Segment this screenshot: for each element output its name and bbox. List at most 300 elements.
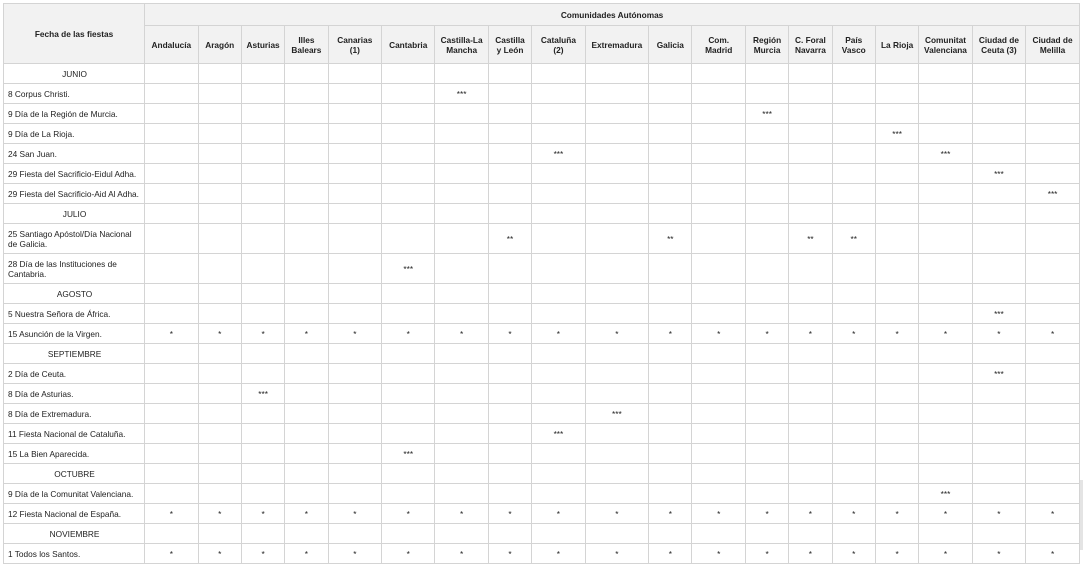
empty-cell xyxy=(745,344,788,364)
empty-cell xyxy=(435,344,488,364)
holiday-mark-cell: * xyxy=(1026,544,1080,564)
empty-cell xyxy=(692,364,745,384)
holiday-mark-cell: * xyxy=(585,544,649,564)
empty-cell xyxy=(198,484,241,504)
empty-cell xyxy=(145,384,198,404)
empty-cell xyxy=(972,204,1025,224)
empty-cell xyxy=(789,444,832,464)
holiday-mark-cell: * xyxy=(435,544,488,564)
empty-cell xyxy=(328,304,381,324)
empty-cell xyxy=(649,84,692,104)
empty-cell xyxy=(198,144,241,164)
empty-cell xyxy=(532,344,585,364)
holiday-date-cell: 15 Asunción de la Virgen. xyxy=(4,324,145,344)
empty-cell xyxy=(875,104,918,124)
empty-cell xyxy=(649,104,692,124)
column-header: Ciudad de Melilla xyxy=(1026,26,1080,64)
empty-cell xyxy=(198,254,241,284)
empty-cell xyxy=(649,344,692,364)
empty-cell xyxy=(285,284,328,304)
holiday-mark-cell: * xyxy=(241,324,284,344)
empty-cell xyxy=(585,384,649,404)
empty-cell xyxy=(649,464,692,484)
holiday-date-cell: 11 Fiesta Nacional de Cataluña. xyxy=(4,424,145,444)
empty-cell xyxy=(585,364,649,384)
empty-cell xyxy=(692,144,745,164)
empty-cell xyxy=(198,444,241,464)
empty-cell xyxy=(875,344,918,364)
empty-cell xyxy=(145,144,198,164)
empty-cell xyxy=(198,304,241,324)
empty-cell xyxy=(488,124,531,144)
empty-cell xyxy=(919,184,972,204)
empty-cell xyxy=(649,184,692,204)
empty-cell xyxy=(919,404,972,424)
empty-cell xyxy=(285,344,328,364)
empty-cell xyxy=(649,254,692,284)
empty-cell xyxy=(919,224,972,254)
empty-cell xyxy=(692,254,745,284)
empty-cell xyxy=(285,204,328,224)
empty-cell xyxy=(382,124,435,144)
empty-cell xyxy=(832,204,875,224)
empty-cell xyxy=(1026,254,1080,284)
empty-cell xyxy=(328,424,381,444)
empty-cell xyxy=(745,464,788,484)
holiday-mark-cell: *** xyxy=(382,254,435,284)
column-header: Región Murcia xyxy=(745,26,788,64)
empty-cell xyxy=(745,384,788,404)
empty-cell xyxy=(285,254,328,284)
empty-cell xyxy=(585,254,649,284)
empty-cell xyxy=(488,304,531,324)
empty-cell xyxy=(532,464,585,484)
empty-cell xyxy=(649,204,692,224)
empty-cell xyxy=(745,64,788,84)
empty-cell xyxy=(832,484,875,504)
holiday-mark-cell: * xyxy=(382,544,435,564)
empty-cell xyxy=(745,404,788,424)
empty-cell xyxy=(745,84,788,104)
empty-cell xyxy=(875,204,918,224)
empty-cell xyxy=(919,104,972,124)
empty-cell xyxy=(285,224,328,254)
empty-cell xyxy=(649,364,692,384)
empty-cell xyxy=(875,384,918,404)
holiday-mark-cell: * xyxy=(972,544,1025,564)
holiday-mark-cell: * xyxy=(745,504,788,524)
empty-cell xyxy=(328,364,381,384)
empty-cell xyxy=(875,304,918,324)
empty-cell xyxy=(382,184,435,204)
empty-cell xyxy=(875,364,918,384)
holiday-row xyxy=(4,124,1080,144)
holiday-mark-cell: *** xyxy=(919,144,972,164)
empty-cell xyxy=(198,124,241,144)
empty-cell xyxy=(382,204,435,224)
empty-cell xyxy=(789,124,832,144)
holiday-mark-cell: ** xyxy=(488,224,531,254)
empty-cell xyxy=(532,404,585,424)
empty-cell xyxy=(198,84,241,104)
holiday-mark-cell: *** xyxy=(532,144,585,164)
empty-cell xyxy=(919,384,972,404)
empty-cell xyxy=(198,284,241,304)
empty-cell xyxy=(875,444,918,464)
holiday-mark-cell: * xyxy=(875,544,918,564)
empty-cell xyxy=(488,84,531,104)
holiday-mark-cell: * xyxy=(198,544,241,564)
empty-cell xyxy=(832,384,875,404)
empty-cell xyxy=(692,104,745,124)
empty-cell xyxy=(382,524,435,544)
empty-cell xyxy=(692,284,745,304)
holiday-mark-cell: * xyxy=(488,324,531,344)
empty-cell xyxy=(488,404,531,424)
empty-cell xyxy=(789,404,832,424)
holiday-mark-cell: * xyxy=(649,544,692,564)
holiday-mark-cell: *** xyxy=(875,124,918,144)
holiday-mark-cell: * xyxy=(972,504,1025,524)
empty-cell xyxy=(145,404,198,424)
holiday-date-cell: 28 Día de las Instituciones de Cantabria. xyxy=(4,254,145,284)
empty-cell xyxy=(832,464,875,484)
empty-cell xyxy=(435,184,488,204)
empty-cell xyxy=(285,124,328,144)
holiday-mark-cell: * xyxy=(832,544,875,564)
empty-cell xyxy=(832,104,875,124)
empty-cell xyxy=(488,254,531,284)
holiday-row xyxy=(4,504,1080,524)
column-header: Comunitat Valenciana xyxy=(919,26,972,64)
holiday-row xyxy=(4,444,1080,464)
empty-cell xyxy=(241,404,284,424)
holiday-mark-cell: * xyxy=(328,504,381,524)
empty-cell xyxy=(1026,144,1080,164)
empty-cell xyxy=(692,464,745,484)
holiday-mark-cell: * xyxy=(649,504,692,524)
empty-cell xyxy=(649,144,692,164)
empty-cell xyxy=(1026,384,1080,404)
empty-cell xyxy=(692,64,745,84)
empty-cell xyxy=(382,64,435,84)
empty-cell xyxy=(241,444,284,464)
column-header: Castilla-La Mancha xyxy=(435,26,488,64)
holiday-mark-cell: * xyxy=(875,504,918,524)
empty-cell xyxy=(488,64,531,84)
column-header: Illes Balears xyxy=(285,26,328,64)
empty-cell xyxy=(145,184,198,204)
empty-cell xyxy=(972,284,1025,304)
holiday-mark-cell: * xyxy=(972,324,1025,344)
empty-cell xyxy=(692,384,745,404)
holiday-mark-cell: *** xyxy=(532,424,585,444)
empty-cell xyxy=(285,424,328,444)
holiday-mark-cell: * xyxy=(532,544,585,564)
holiday-row xyxy=(4,544,1080,564)
empty-cell xyxy=(692,524,745,544)
empty-cell xyxy=(585,304,649,324)
empty-cell xyxy=(832,64,875,84)
holiday-mark-cell: * xyxy=(285,504,328,524)
header-row-columns xyxy=(4,26,1080,64)
empty-cell xyxy=(241,164,284,184)
holiday-mark-cell: * xyxy=(1026,504,1080,524)
empty-cell xyxy=(789,84,832,104)
holiday-mark-cell: * xyxy=(832,324,875,344)
empty-cell xyxy=(435,424,488,444)
empty-cell xyxy=(649,304,692,324)
empty-cell xyxy=(1026,404,1080,424)
empty-cell xyxy=(532,384,585,404)
column-header: La Rioja xyxy=(875,26,918,64)
empty-cell xyxy=(328,524,381,544)
empty-cell xyxy=(145,224,198,254)
empty-cell xyxy=(649,444,692,464)
empty-cell xyxy=(875,254,918,284)
empty-cell xyxy=(919,164,972,184)
empty-cell xyxy=(328,444,381,464)
empty-cell xyxy=(585,424,649,444)
empty-cell xyxy=(745,254,788,284)
empty-cell xyxy=(919,304,972,324)
empty-cell xyxy=(145,364,198,384)
empty-cell xyxy=(382,424,435,444)
date-column-header: Fecha de las fiestas xyxy=(4,4,145,64)
empty-cell xyxy=(789,484,832,504)
month-row xyxy=(4,464,1080,484)
holiday-calendar-table xyxy=(3,3,1080,564)
empty-cell xyxy=(382,384,435,404)
holiday-mark-cell: * xyxy=(745,324,788,344)
empty-cell xyxy=(1026,284,1080,304)
empty-cell xyxy=(435,404,488,424)
empty-cell xyxy=(789,304,832,324)
month-row xyxy=(4,64,1080,84)
empty-cell xyxy=(382,284,435,304)
holiday-row xyxy=(4,424,1080,444)
empty-cell xyxy=(145,84,198,104)
empty-cell xyxy=(145,444,198,464)
empty-cell xyxy=(919,424,972,444)
column-header: Extremadura xyxy=(585,26,649,64)
empty-cell xyxy=(649,164,692,184)
empty-cell xyxy=(789,104,832,124)
empty-cell xyxy=(745,424,788,444)
empty-cell xyxy=(145,284,198,304)
empty-cell xyxy=(649,484,692,504)
empty-cell xyxy=(241,484,284,504)
empty-cell xyxy=(919,464,972,484)
empty-cell xyxy=(692,164,745,184)
empty-cell xyxy=(241,524,284,544)
empty-cell xyxy=(692,484,745,504)
empty-cell xyxy=(972,254,1025,284)
holiday-mark-cell: * xyxy=(649,324,692,344)
empty-cell xyxy=(435,384,488,404)
holiday-mark-cell: ** xyxy=(649,224,692,254)
empty-cell xyxy=(972,464,1025,484)
empty-cell xyxy=(382,104,435,124)
empty-cell xyxy=(789,344,832,364)
holiday-date-cell: 15 La Bien Aparecida. xyxy=(4,444,145,464)
empty-cell xyxy=(488,384,531,404)
empty-cell xyxy=(875,404,918,424)
empty-cell xyxy=(875,84,918,104)
empty-cell xyxy=(435,144,488,164)
empty-cell xyxy=(585,284,649,304)
empty-cell xyxy=(328,384,381,404)
empty-cell xyxy=(532,104,585,124)
holiday-row xyxy=(4,84,1080,104)
holiday-mark-cell: *** xyxy=(585,404,649,424)
empty-cell xyxy=(875,464,918,484)
empty-cell xyxy=(972,64,1025,84)
empty-cell xyxy=(745,164,788,184)
empty-cell xyxy=(328,144,381,164)
empty-cell xyxy=(919,64,972,84)
empty-cell xyxy=(875,484,918,504)
empty-cell xyxy=(875,224,918,254)
holiday-date-cell: 1 Todos los Santos. xyxy=(4,544,145,564)
empty-cell xyxy=(328,124,381,144)
empty-cell xyxy=(745,284,788,304)
holiday-mark-cell: * xyxy=(145,324,198,344)
holiday-mark-cell: * xyxy=(145,544,198,564)
empty-cell xyxy=(789,364,832,384)
empty-cell xyxy=(832,184,875,204)
holiday-mark-cell: * xyxy=(789,504,832,524)
empty-cell xyxy=(532,284,585,304)
holiday-mark-cell: * xyxy=(585,504,649,524)
empty-cell xyxy=(692,124,745,144)
empty-cell xyxy=(832,84,875,104)
empty-cell xyxy=(972,444,1025,464)
holiday-mark-cell: * xyxy=(285,544,328,564)
empty-cell xyxy=(488,164,531,184)
empty-cell xyxy=(585,204,649,224)
empty-cell xyxy=(145,164,198,184)
empty-cell xyxy=(328,254,381,284)
empty-cell xyxy=(789,384,832,404)
column-header: Canarias (1) xyxy=(328,26,381,64)
empty-cell xyxy=(328,104,381,124)
empty-cell xyxy=(1026,364,1080,384)
empty-cell xyxy=(328,164,381,184)
empty-cell xyxy=(435,64,488,84)
empty-cell xyxy=(1026,104,1080,124)
holiday-mark-cell: * xyxy=(585,324,649,344)
empty-cell xyxy=(875,164,918,184)
empty-cell xyxy=(285,304,328,324)
holiday-table-container xyxy=(3,3,1080,564)
empty-cell xyxy=(972,224,1025,254)
empty-cell xyxy=(875,144,918,164)
empty-cell xyxy=(328,224,381,254)
empty-cell xyxy=(789,144,832,164)
column-header: Asturias xyxy=(241,26,284,64)
empty-cell xyxy=(1026,64,1080,84)
holiday-mark-cell: *** xyxy=(972,304,1025,324)
month-label-cell xyxy=(4,64,145,84)
empty-cell xyxy=(649,284,692,304)
empty-cell xyxy=(532,164,585,184)
empty-cell xyxy=(285,164,328,184)
month-label-cell xyxy=(4,204,145,224)
empty-cell xyxy=(435,204,488,224)
empty-cell xyxy=(285,524,328,544)
month-label: NOVIEMBRE xyxy=(49,528,100,539)
empty-cell xyxy=(328,204,381,224)
empty-cell xyxy=(198,104,241,124)
empty-cell xyxy=(532,204,585,224)
empty-cell xyxy=(1026,464,1080,484)
empty-cell xyxy=(198,524,241,544)
holiday-mark-cell: * xyxy=(198,504,241,524)
holiday-row xyxy=(4,184,1080,204)
empty-cell xyxy=(832,254,875,284)
holiday-date-cell: 29 Fiesta del Sacrificio-Eidul Adha. xyxy=(4,164,145,184)
empty-cell xyxy=(382,484,435,504)
empty-cell xyxy=(692,444,745,464)
holiday-mark-cell: * xyxy=(919,544,972,564)
holiday-mark-cell: * xyxy=(532,324,585,344)
empty-cell xyxy=(745,144,788,164)
holiday-date-cell: 9 Día de la Comunitat Valenciana. xyxy=(4,484,145,504)
empty-cell xyxy=(285,64,328,84)
holiday-mark-cell: * xyxy=(919,504,972,524)
empty-cell xyxy=(832,444,875,464)
holiday-date-cell: 29 Fiesta del Sacrificio-Aid Al Adha. xyxy=(4,184,145,204)
empty-cell xyxy=(585,444,649,464)
empty-cell xyxy=(919,364,972,384)
empty-cell xyxy=(145,124,198,144)
column-header: Cataluña (2) xyxy=(532,26,585,64)
holiday-row xyxy=(4,144,1080,164)
empty-cell xyxy=(241,84,284,104)
empty-cell xyxy=(789,524,832,544)
holiday-mark-cell: * xyxy=(692,504,745,524)
empty-cell xyxy=(488,444,531,464)
holiday-mark-cell: * xyxy=(692,324,745,344)
empty-cell xyxy=(241,64,284,84)
empty-cell xyxy=(585,64,649,84)
column-header: Aragón xyxy=(198,26,241,64)
empty-cell xyxy=(919,84,972,104)
empty-cell xyxy=(435,464,488,484)
holiday-mark-cell: ** xyxy=(789,224,832,254)
empty-cell xyxy=(585,124,649,144)
empty-cell xyxy=(1026,344,1080,364)
empty-cell xyxy=(745,364,788,384)
empty-cell xyxy=(649,424,692,444)
empty-cell xyxy=(241,464,284,484)
empty-cell xyxy=(692,204,745,224)
empty-cell xyxy=(198,424,241,444)
empty-cell xyxy=(241,184,284,204)
empty-cell xyxy=(435,124,488,144)
holiday-mark-cell: * xyxy=(919,324,972,344)
empty-cell xyxy=(585,464,649,484)
empty-cell xyxy=(285,104,328,124)
empty-cell xyxy=(789,204,832,224)
empty-cell xyxy=(145,104,198,124)
empty-cell xyxy=(488,204,531,224)
empty-cell xyxy=(435,444,488,464)
holiday-row xyxy=(4,324,1080,344)
empty-cell xyxy=(198,464,241,484)
empty-cell xyxy=(285,484,328,504)
